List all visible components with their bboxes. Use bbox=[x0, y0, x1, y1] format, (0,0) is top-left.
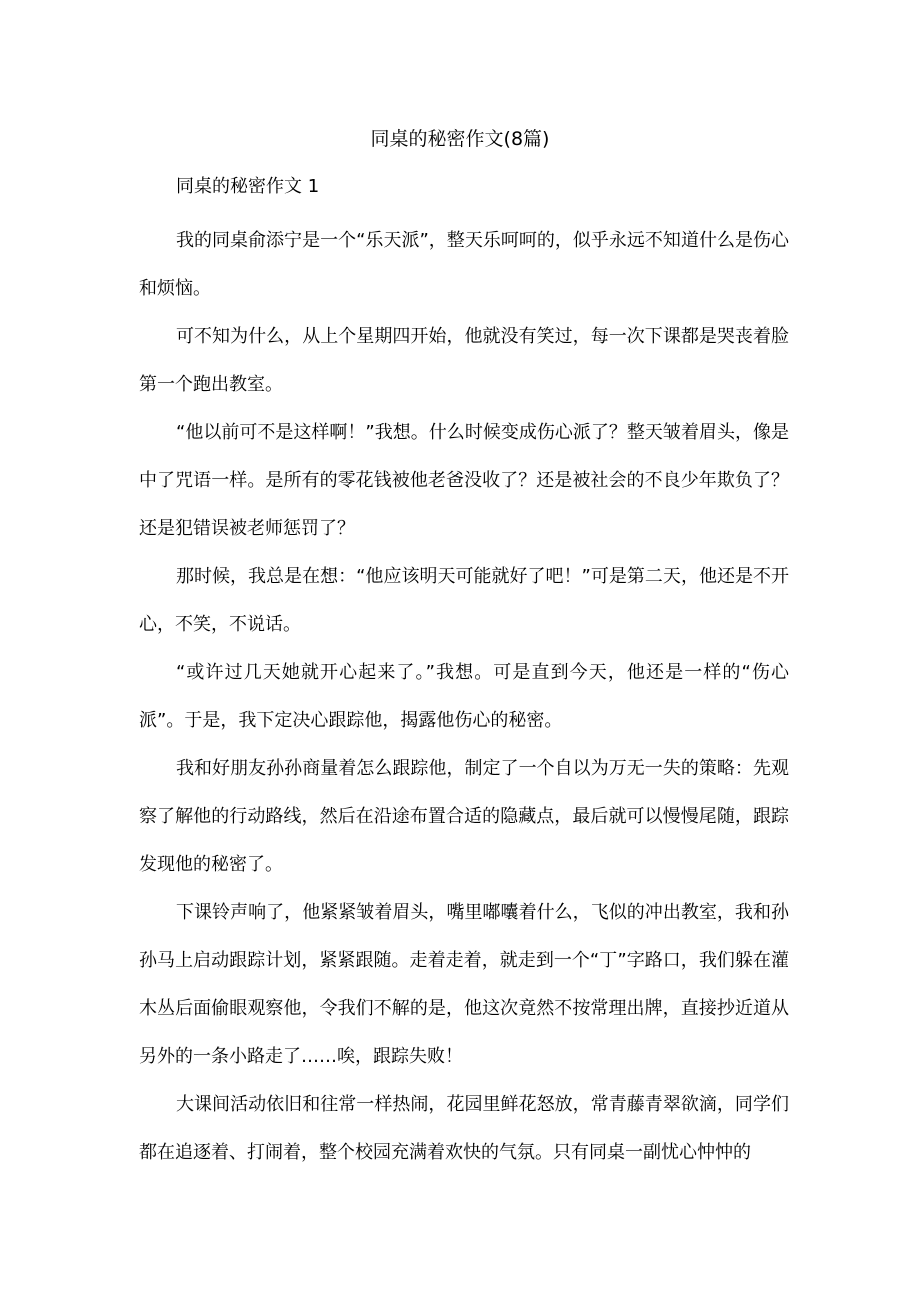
section-heading: 同桌的秘密作文 1 bbox=[176, 176, 320, 197]
paragraph: 大课间活动依旧和往常一样热闹，花园里鲜花怒放，常青藤青翠欲滴，同学们都在追逐着、打闹着，整个校园充满着欢快的气氛。只有同桌一副忧心忡忡的 bbox=[139, 1094, 789, 1163]
paragraph: 下课铃声响了，他紧紧皱着眉头，嘴里嘟囔着什么，飞似的冲出教室，我和孙孙马上启动跟踪计划，紧紧跟随。走着走着，就走到一个“丁”字路口，我们躲在灌木丛后面偷眼观察他，令我们不解的是，他这次竟然不按常理出牌，直接抄近道从另外的一条小路走了……唉，跟踪失败！ bbox=[139, 902, 789, 1067]
paragraph: “他以前可不是这样啊！”我想。什么时候变成伤心派了？整天皱着眉头，像是中了咒语一样。是所有的零花钱被他老爸没收了？还是被社会的不良少年欺负了？还是犯错误被老师惩罚了？ bbox=[139, 422, 789, 539]
paragraph: 可不知为什么，从上个星期四开始，他就没有笑过，每一次下课都是哭丧着脸第一个跑出教室。 bbox=[139, 326, 789, 395]
document-body bbox=[139, 217, 789, 1177]
document-title: 同桌的秘密作文(8篇) bbox=[370, 128, 550, 150]
paragraph: 我和好朋友孙孙商量着怎么跟踪他，制定了一个自以为万无一失的策略：先观察了解他的行动路线，然后在沿途布置合适的隐藏点，最后就可以慢慢尾随，跟踪发现他的秘密了。 bbox=[139, 758, 789, 875]
paragraph: “或许过几天她就开心起来了。”我想。可是直到今天，他还是一样的“伤心派”。于是，我下定决心跟踪他，揭露他伤心的秘密。 bbox=[139, 662, 789, 731]
paragraph: 我的同桌俞添宁是一个“乐天派”，整天乐呵呵的，似乎永远不知道什么是伤心和烦恼。 bbox=[139, 230, 789, 299]
paragraph: 那时候，我总是在想：“他应该明天可能就好了吧！”可是第二天，他还是不开心，不笑，不说话。 bbox=[139, 566, 789, 635]
